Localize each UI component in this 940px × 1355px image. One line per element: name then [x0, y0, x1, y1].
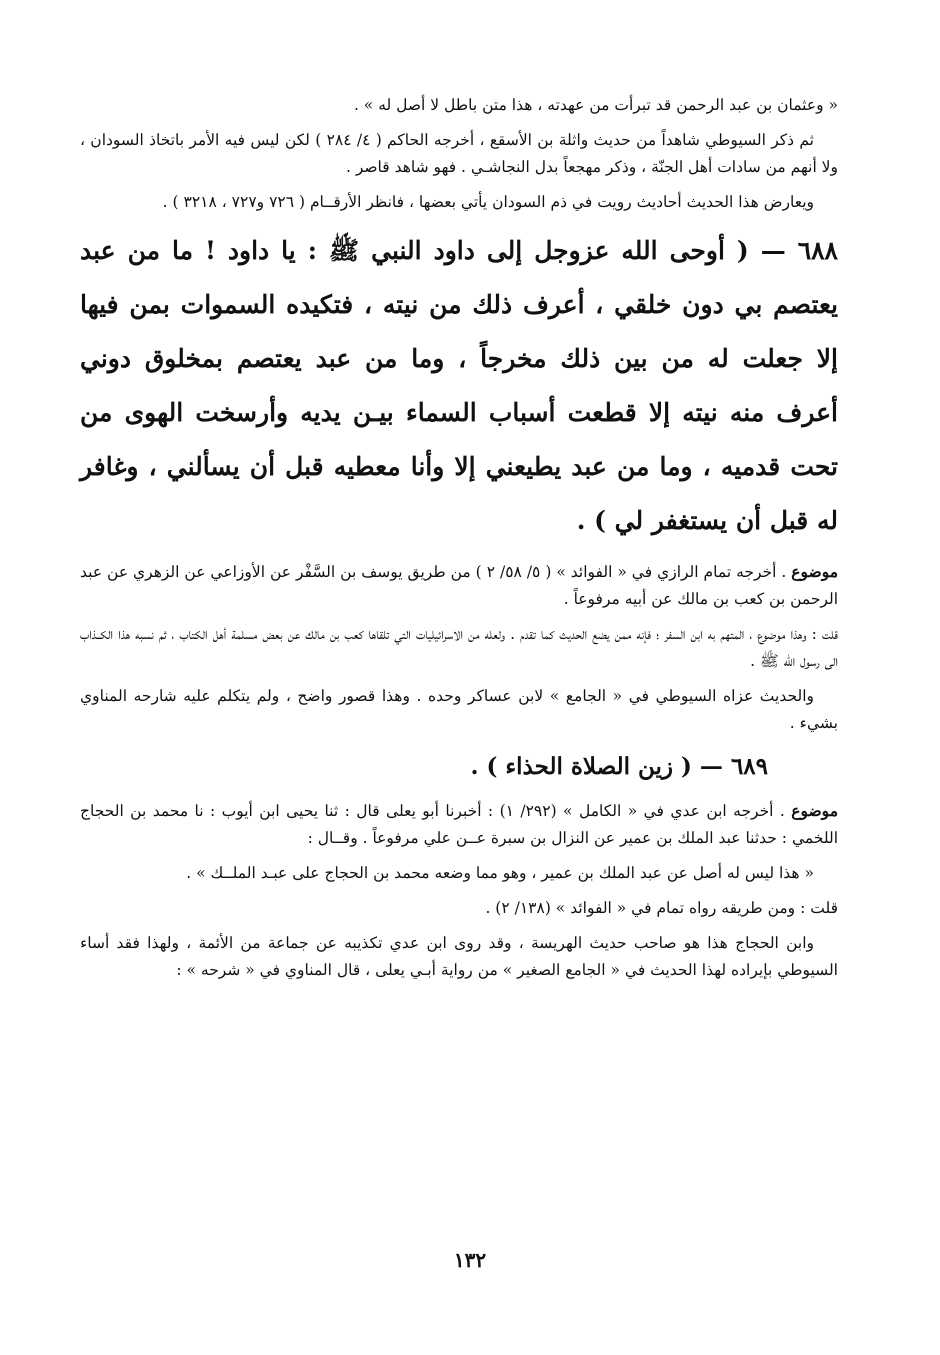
attribution-text: والحديث عزاه السيوطي في « الجامع » لابن عساكر وحده . وهذا قصور واضح ، ولم يتكلم عليه شارحه المناوي بشيء . — [80, 687, 838, 732]
quote-paragraph — [80, 92, 838, 119]
note-text: قلت : ومن طريقه رواه تمام في « الفوائد » (١٣٨/ ٢) . — [485, 899, 838, 917]
quote-text: « وعثمان بن عبد الرحمن قد تبرأت من عهدته ، هذا متن باطل لا أصل له » . — [353, 96, 838, 114]
hadith-number: ٦٨٨ — — [760, 236, 838, 265]
page-body — [80, 92, 838, 992]
commentary-paragraph — [80, 930, 838, 984]
hadith-689 — [80, 745, 838, 789]
commentary-text: ثم ذكر السيوطي شاهداً من حديث واثلة بن الأسقع ، أخرجه الحاكم ( ٤/ ٢٨٤ ) لكن ليس فيه الأمر باتخاذ السودان ، ولا أنهم من سادات أهل الجنّة ، وذكر مهجعاً بدل النجاشـي . فهو شاهد قاصر . — [80, 131, 838, 176]
verdict-text: . أخرجه تمام الرازي في « الفوائد » ( ٥/ ٥٨/ ٢ ) من طريق يوسف بن السَّفْر عن الأوزاعي عن الزهري عن عبد الرحمن بن كعب بن مالك عن أبيه مرفوعاً . — [80, 563, 838, 608]
hadith-text: ( أوحى الله عزوجل إلى داود النبي ﷺ : يا داود ! ما من عبد يعتصم بي دون خلقي ، أعرف ذلك من نيته ، فتكيده السموات بمن فيها إلا جعلت له من بين ذلك مخرجاً ، وما من عبد يعتصم بمخلوق دوني أعرف منه نيته إلا قطعت أسباب السماء بيـن يديه وأرسخت الهوى من تحت قدميه ، وما من عبد يطيعني إلا وأنا معطيه قبل أن يسألني ، وغافر له قبل أن يستغفر لي ) . — [80, 236, 839, 535]
verdict-text: . أخرجه ابن عدي في « الكامل » (٢٩٢/ ١) : أخبرنا أبو يعلى قال : ثنا يحيى ابن أيوب : نا محمد بن الحجاج اللخمي : حدثنا عبد الملك بن عمير عن النزال بن سبرة عــن علي مرفوعاً . وقــال : — [80, 802, 838, 847]
commentary-text: وابن الحجاج هذا هو صاحب حديث الهريسة ، وقد روى ابن عدي تكذيبه عن جماعة من الأئمة ، ولهذا فقد أساء السيوطي بإيراده لهذا الحديث في « الجامع الصغير » من رواية أبـي يعلى ، قال المناوي في « شرحه » : — [80, 934, 838, 979]
page-number: ١٣٢ — [453, 1248, 487, 1272]
verdict-paragraph — [80, 558, 838, 613]
attribution-paragraph — [80, 683, 838, 737]
note-paragraph — [80, 895, 838, 922]
cross-reference-paragraph — [80, 189, 838, 216]
hadith-text: ( زين الصلاة الحذاء ) . — [470, 753, 692, 780]
quote-paragraph — [80, 860, 838, 887]
note-text: قلت : وهذا موضوع ، المتهم به ابن السفر ؛ فإنه ممن يضع الحديث كما تقدم . ولعله من الاسرائيليات التي تلقاها كعب بن مالك عن بعض مسلمة أهل الكتاب ، ثم نسبه هذا الكــذاب الى رسول الله ﷺ . — [80, 625, 838, 670]
cross-reference-text: ويعارض هذا الحديث أحاديث رويت في ذم السودان يأتي بعضها ، فانظر الأرقــام ( ٧٢٦ و٧٢٧ ، ٣٢١٨ ) . — [162, 193, 814, 211]
commentary-paragraph — [80, 127, 838, 181]
hadith-688 — [80, 224, 838, 548]
verdict-label: موضوع — [791, 801, 838, 820]
note-paragraph — [80, 621, 838, 675]
hadith-number: ٦٨٩ — — [699, 753, 768, 780]
verdict-paragraph — [80, 797, 838, 852]
verdict-label: موضوع — [791, 562, 839, 581]
quote-text: « هذا ليس له أصل عن عبد الملك بن عمير ، وهو مما وضعه محمد بن الحجاج على عبـد الملــك » . — [186, 864, 814, 882]
